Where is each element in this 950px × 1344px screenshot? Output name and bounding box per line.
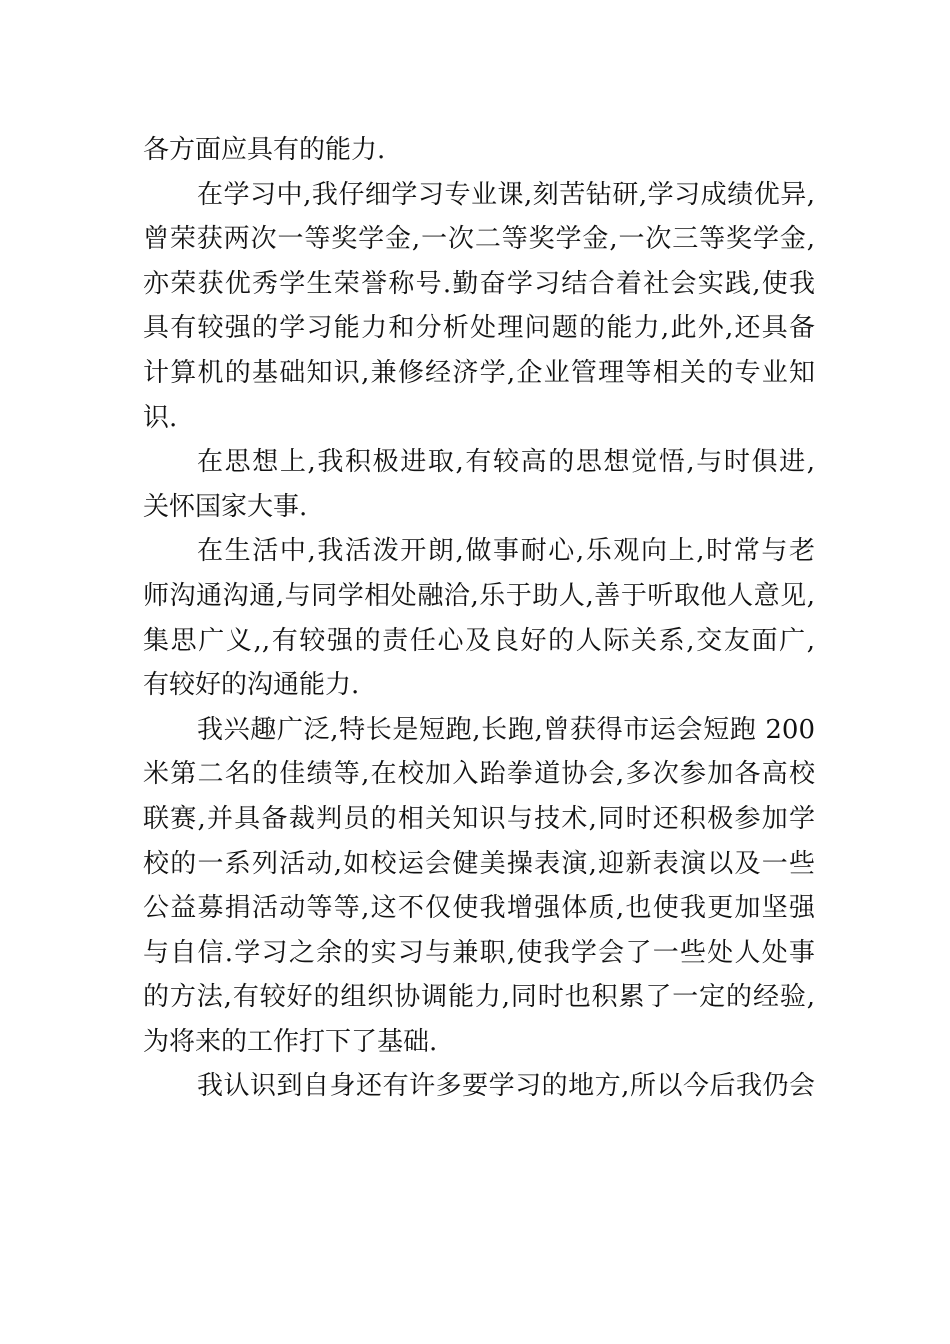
text-line: 集思广义,,有较强的责任心及良好的人际关系,交友面广, <box>143 625 815 656</box>
text-line: 识. <box>143 402 178 433</box>
text-line: 在生活中,我活泼开朗,做事耐心,乐观向上,时常与老 <box>197 536 815 567</box>
text-line: 米第二名的佳绩等,在校加入跆拳道协会,多次参加各高校 <box>143 759 815 790</box>
document-body <box>143 128 815 1109</box>
text-line: 计算机的基础知识,兼修经济学,企业管理等相关的专业知 <box>143 357 815 388</box>
text-line: 曾荣获两次一等奖学金,一次二等奖学金,一次三等奖学金, <box>143 224 815 255</box>
paragraph <box>143 529 815 707</box>
paragraph <box>143 173 815 441</box>
paragraph <box>143 128 815 173</box>
text-line: 校的一系列活动,如校运会健美操表演,迎新表演以及一些 <box>143 848 815 879</box>
text-line: 联赛,并具备裁判员的相关知识与技术,同时还积极参加学 <box>143 803 815 834</box>
text-line: 关怀国家大事. <box>143 491 308 522</box>
text-line: 公益募捐活动等等,这不仅使我增强体质,也使我更加坚强 <box>143 893 815 924</box>
text-line: 为将来的工作打下了基础. <box>143 1026 438 1057</box>
text-line: 有较好的沟通能力. <box>143 670 360 701</box>
paragraph <box>143 708 815 1065</box>
text-line: 与自信.学习之余的实习与兼职,使我学会了一些处人处事 <box>143 937 815 968</box>
paragraph <box>143 1064 815 1109</box>
text-line: 我认识到自身还有许多要学习的地方,所以今后我仍会 <box>197 1071 815 1102</box>
text-line: 师沟通沟通,与同学相处融洽,乐于助人,善于听取他人意见, <box>143 580 815 611</box>
text-line: 亦荣获优秀学生荣誉称号.勤奋学习结合着社会实践,使我 <box>143 268 815 299</box>
text-line: 的方法,有较好的组织协调能力,同时也积累了一定的经验, <box>143 982 815 1013</box>
text-line: 具有较强的学习能力和分析处理问题的能力,此外,还具备 <box>143 313 815 344</box>
text-line: 在学习中,我仔细学习专业课,刻苦钻研,学习成绩优异, <box>197 179 815 210</box>
text-line: 各方面应具有的能力. <box>143 135 386 165</box>
text-line: 我兴趣广泛,特长是短跑,长跑,曾获得市运会短跑 200 <box>197 714 815 745</box>
paragraph <box>143 440 815 529</box>
text-line: 在思想上,我积极进取,有较高的思想觉悟,与时俱进, <box>197 447 815 478</box>
